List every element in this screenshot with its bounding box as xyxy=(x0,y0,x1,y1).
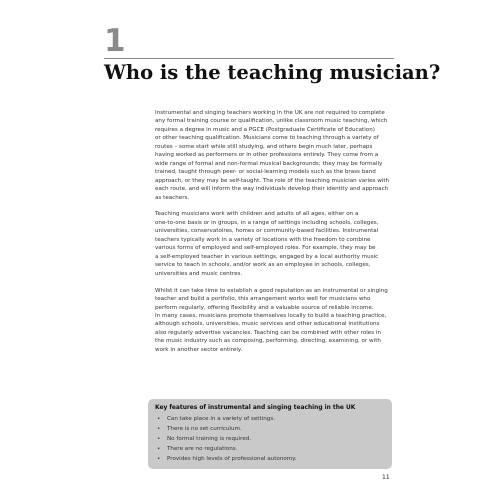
text-line: teacher and build a portfolio, this arrangement works well for musicians who xyxy=(155,296,371,303)
paragraph-gap xyxy=(155,278,400,287)
text-line: having worked as performers or in other professions entirely. They come from a xyxy=(155,152,379,159)
bullet-icon: • xyxy=(157,456,161,462)
text-line: also regularly advertise vacancies. Teaching can be combined with other roles in xyxy=(155,329,382,336)
text-line: as teachers. xyxy=(155,194,190,201)
chapter-rule xyxy=(104,58,394,59)
text-line: universities, conservatoires, homes or community-based facilities. Instrumental xyxy=(155,228,379,235)
bullet-icon: • xyxy=(157,426,161,432)
text-line: various forms of employed and self-employed roles. For example, they may be xyxy=(155,245,376,252)
bullet-icon: • xyxy=(157,416,161,422)
text-line: trained, taught through peer- or social-learning models such as the brass band xyxy=(155,169,376,176)
text-line: one-to-one basis or in groups, in a range of settings including schools, colleges, xyxy=(155,219,379,226)
page-title: Who is the teaching musician? xyxy=(104,61,441,84)
text-line: universities and music centres. xyxy=(155,270,243,277)
paragraph xyxy=(155,210,400,278)
key-features-heading: Key features of instrumental and singing teaching in the UK xyxy=(155,405,356,411)
text-line: Teaching musicians work with children and adults of all ages, either on a xyxy=(155,211,359,218)
text-line: requires a degree in music and a PGCE (Postgraduate Certificate of Education) xyxy=(155,126,375,133)
bullet-icon: • xyxy=(157,436,161,442)
bullet-icon: • xyxy=(157,446,161,452)
text-line: routes – some start while still studying, and others begin much later, perhaps xyxy=(155,143,373,150)
key-feature-item xyxy=(155,414,297,424)
key-feature-text: Provides high levels of professional autonomy. xyxy=(167,456,297,462)
text-line: service to teach in schools, and/or work as an employee in schools, colleges, xyxy=(155,262,371,269)
text-line: although schools, universities, music services and other educational institutions xyxy=(155,321,380,328)
paragraph xyxy=(155,287,400,355)
key-feature-item xyxy=(155,454,297,464)
text-line: or other teaching qualification. Musicians come to teaching through a variety of xyxy=(155,135,379,142)
text-line: Instrumental and singing teachers working in the UK are not required to complete xyxy=(155,110,385,116)
text-line: wide range of formal and non-formal musical backgrounds; they may be formally xyxy=(155,160,383,167)
paragraph xyxy=(155,109,400,202)
text-line: each route, and will inform the way individuals develop their identity and approach xyxy=(155,186,389,193)
key-features-box xyxy=(148,399,392,469)
chapter-number: 1 xyxy=(104,23,126,59)
text-line: the music industry such as composing, performing, directing, examining, or with xyxy=(155,338,381,345)
text-line: a self-employed teacher in various settings, engaged by a local authority music xyxy=(155,253,379,260)
text-line: work in another sector entirely. xyxy=(155,346,243,353)
paragraph-gap xyxy=(155,202,400,211)
key-feature-text: There is no set curriculum. xyxy=(167,426,242,432)
text-line: In many cases, musicians promote themselves locally to build a teaching practice, xyxy=(155,312,387,319)
text-line: perform regularly, offering flexibility and a valuable source of reliable income. xyxy=(155,304,374,311)
key-feature-text: There are no regulations. xyxy=(167,446,238,452)
key-feature-item xyxy=(155,444,297,454)
key-feature-text: Can take place in a variety of settings. xyxy=(167,416,276,422)
key-feature-text: No formal training is required. xyxy=(167,436,252,442)
text-line: Whilst it can take time to establish a good reputation as an instrumental or singing xyxy=(155,287,388,294)
key-features-list xyxy=(155,414,297,464)
page-number: 11 xyxy=(382,474,390,481)
text-line: any formal training course or qualification, unlike classroom music teaching, which xyxy=(155,118,388,125)
text-line: approach, or they may be self-taught. The role of the teaching musician varies with xyxy=(155,177,390,184)
body-text xyxy=(155,109,400,354)
key-feature-item xyxy=(155,424,297,434)
key-feature-item xyxy=(155,434,297,444)
text-line: teachers typically work in a variety of locations with the freedom to combine xyxy=(155,236,371,243)
